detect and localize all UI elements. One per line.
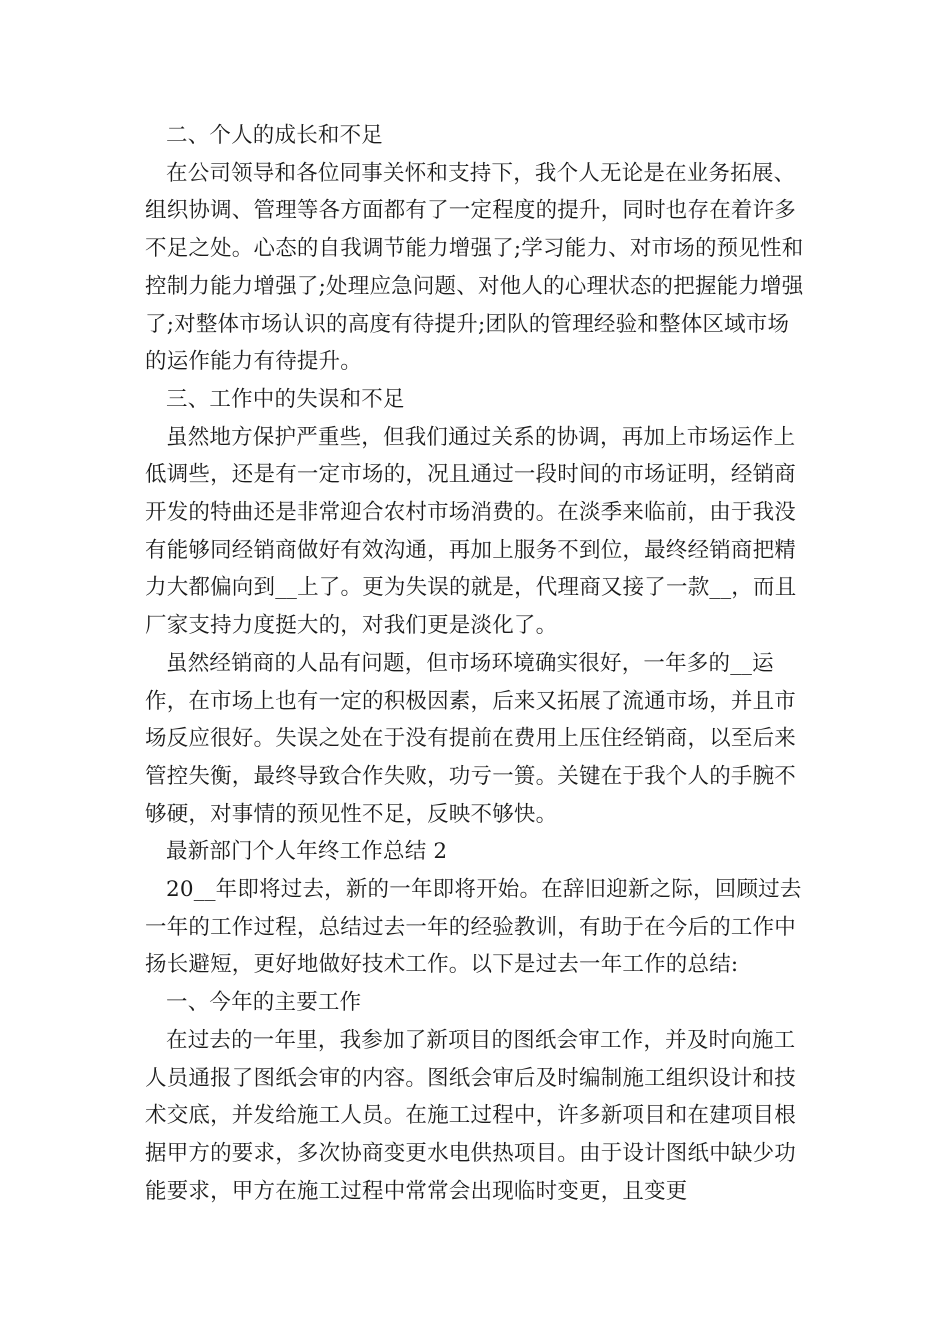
section-heading-main-work: 一、今年的主要工作 [166,990,362,1016]
article-title-2: 最新部门个人年终工作总结 2 [166,839,448,865]
paragraph-mistakes-1: 虽然地方保护严重些，但我们通过关系的协调，再加上市场运作上低调些，还是有一定市场的，况且通过一段时间的市场证明，经销商开发的特曲还是非常迎合农村市场消费的。在淡季来临前，由于我没有能够同经销商做好有效沟通，再加上服务不到位，最终经销商把精力大都偏向到__上了。更为失误的就是，代理商又接了一款__，而且厂家支持力度挺大的，对我们更是淡化了。 [145,424,797,639]
document-body [145,117,810,1210]
section-heading-mistakes: 三、工作中的失误和不足 [166,386,405,412]
paragraph-mistakes-2: 虽然经销商的人品有问题，但市场环境确实很好，一年多的__运作，在市场上也有一定的积极因素，后来又拓展了流通市场，并且市场反应很好。失误之处在于没有提前在费用上压住经销商，以至后来管控失衡，最终导致合作失败，功亏一篑。关键在于我个人的手腕不够硬，对事情的预见性不足，反映不够快。 [145,650,797,827]
paragraph-intro-2: 20__年即将过去，新的一年即将开始。在辞旧迎新之际，回顾过去一年的工作过程，总结过去一年的经验教训，有助于在今后的工作中扬长避短，更好地做好技术工作。以下是过去一年工作的总结: [145,877,802,978]
paragraph-main-work: 在过去的一年里，我参加了新项目的图纸会审工作，并及时向施工人员通报了图纸会审的内容。图纸会审后及时编制施工组织设计和技术交底，并发给施工人员。在施工过程中，许多新项目和在建项目根据甲方的要求，多次协商变更水电供热项目。由于设计图纸中缺少功能要求，甲方在施工过程中常常会出现临时变更，且变更 [145,1027,797,1204]
paragraph-growth: 在公司领导和各位同事关怀和支持下，我个人无论是在业务拓展、组织协调、管理等各方面都有了一定程度的提升，同时也存在着许多不足之处。心态的自我调节能力增强了;学习能力、对市场的预见性和控制力能力增强了;处理应急问题、对他人的心理状态的把握能力增强了;对整体市场认识的高度有待提升;团队的管理经验和整体区域市场的运作能力有待提升。 [145,160,804,375]
section-heading-growth: 二、个人的成长和不足 [166,123,384,148]
